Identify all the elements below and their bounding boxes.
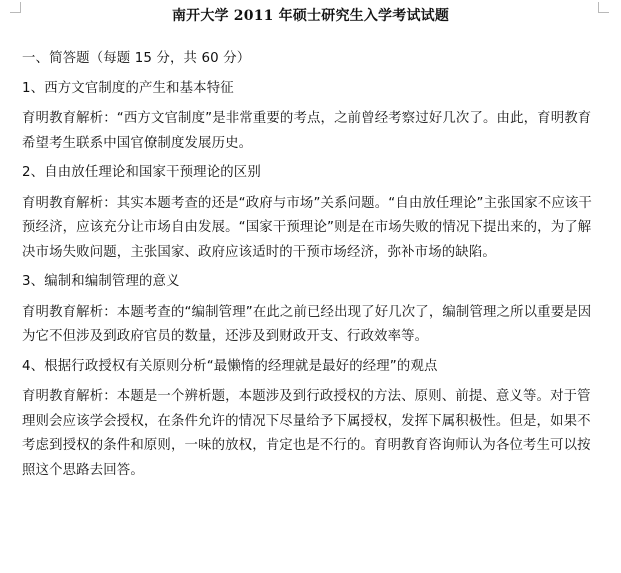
analysis-2: 育明教育解析：其实本题考查的还是“政府与市场”关系问题。“自由放任理论”主张国家不应该干预经济，应该充分让市场自由发展。“国家干预理论”则是在市场失败的情况下提出来的，为了解决市场失败问题，主张国家、政府应该适时的干预市场经济，弥补市场的缺陷。 bbox=[22, 195, 592, 260]
analysis-4: 育明教育解析：本题是一个辨析题，本题涉及到行政授权的方法、原则、前提、意义等。对于管理则会应该学会授权，在条件允许的情况下尽量给予下属授权，发挥下属积极性。但是，如果不考虑到授权的条件和原则，一味的放权，肯定也是不行的。育明教育咨询师认为各位考生可以按照这个思路去回答。 bbox=[22, 389, 591, 478]
question-2: 2、自由放任理论和国家干预理论的区别 bbox=[22, 165, 261, 180]
section-heading: 一、简答题（每题 15 分，共 60 分） bbox=[22, 51, 251, 66]
question-1: 1、西方文官制度的产生和基本特征 bbox=[22, 80, 234, 96]
analysis-1: 育明教育解析：“西方文官制度”是非常重要的考点，之前曾经考察过好几次了。由此，育明教育希望考生联系中国官僚制度发展历史。 bbox=[22, 111, 592, 151]
question-3: 3、编制和编制管理的意义 bbox=[22, 274, 180, 289]
analysis-3: 育明教育解析：本题考查的“编制管理”在此之前已经出现了好几次了，编制管理之所以重要是因为它不但涉及到政府官员的数量，还涉及到财政开支、行政效率等。 bbox=[22, 304, 592, 344]
question-4: 4、根据行政授权有关原则分析“最懒惰的经理就是最好的经理”的观点 bbox=[22, 358, 438, 374]
document-body bbox=[22, 47, 604, 483]
document-title: 南开大学 2011 年硕士研究生入学考试试题 bbox=[171, 8, 450, 24]
